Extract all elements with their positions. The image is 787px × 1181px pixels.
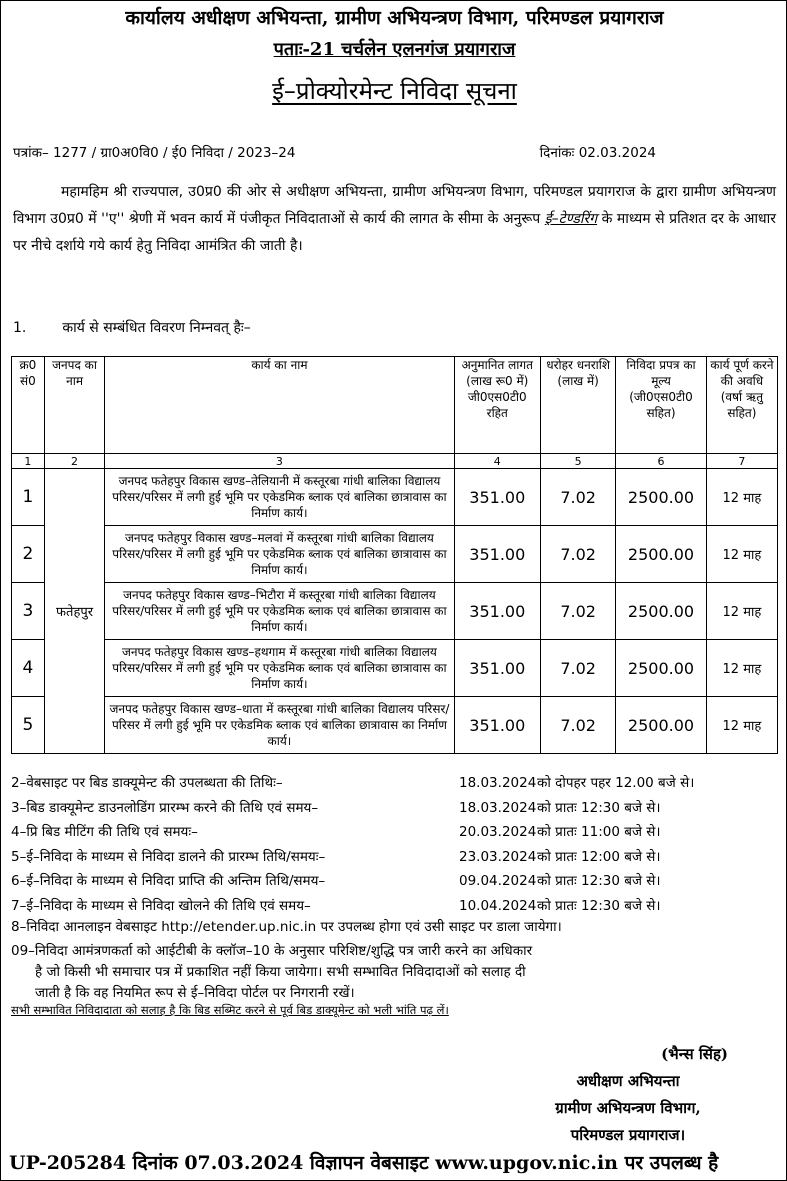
work-name: जनपद फतेहपुर विकास खण्ड–मलवां में कस्तूरबा गांधी बालिका विद्यालय परिसर/परिसर में लगी हुई भूमि पर एकेडमिक ब्लाक एवं बालिका छात्रावास का निर्माण कार्य। (105, 526, 454, 583)
district-name: फतेहपुर (44, 469, 105, 754)
point-8: 8–निविदा आनलाइन वेबसाइट http://etender.up.nic.in पर उपलब्ध होगा एवं उसी साइट पर डाला जायेगा। (11, 919, 562, 935)
estimated-cost: 351.00 (454, 697, 540, 754)
schedule-time: को प्रातः 11:00 बजे से। (537, 824, 661, 840)
table-row (12, 697, 778, 754)
advisory-note: सभी सम्भावित निविदादाता को सलाह है कि बिड सब्मिट करने से पूर्व बिड डाक्यूमेन्ट को भली भांति पढ़ लें। (11, 1003, 449, 1017)
schedule-date: 09.04.2024 (459, 873, 537, 889)
table-row (12, 583, 778, 640)
column-number-row (12, 454, 778, 469)
column-number: 3 (105, 454, 454, 469)
column-number: 4 (454, 454, 540, 469)
work-name: जनपद फतेहपुर विकास खण्ड–धाता में कस्तूरबा गांधी बालिका विद्यालय परिसर/परिसर में लगी हुई भूमि पर एकेडमिक ब्लाक एवं बालिका छात्रावास का निर्माण कार्य। (105, 697, 454, 754)
earnest-money: 7.02 (541, 583, 616, 640)
earnest-money: 7.02 (541, 526, 616, 583)
address-text: पताः-21 चर्चलेन एलनगंज प्रयागराज (273, 39, 516, 60)
completion-period: 12 माह (706, 583, 777, 640)
point-9-line: जाती है कि वह नियमित रूप से ई–निविदा पोर्टल पर निगरानी रखें। (35, 985, 355, 1001)
work-name: जनपद फतेहपुर विकास खण्ड–भिटौरा में कस्तूरबा गांधी बालिका विद्यालय परिसर/परिसर में लगी हुई भूमि पर एकेडमिक ब्लाक एवं बालिका छात्रावास का निर्माण कार्य। (105, 583, 454, 640)
signatory-designation: अधीक्षण अभियन्ता (576, 1072, 680, 1090)
schedule-item (11, 845, 781, 870)
point-9-line: 09–निविदा आमंत्रणकर्ता को आईटीबी के क्लॉज–10 के अनुसार परिशिष्ट/शुद्धि पत्र जारी करने का अधिकार (11, 943, 533, 959)
tender-fee: 2500.00 (616, 469, 707, 526)
header-serial: क्र0 सं0 (12, 357, 45, 454)
serial-number: 4 (12, 640, 45, 697)
schedule-item (11, 796, 781, 821)
point-1-text: कार्य से सम्बंधित विवरण निम्नवत् हैः– (62, 320, 251, 336)
column-number: 2 (44, 454, 105, 469)
schedule-label: 3–बिड डाक्यूमेन्ट डाउनलोडिंग प्रारम्भ करने की तिथि एवं समय– (11, 799, 319, 816)
schedule-time: को दोपहर पहर 12.00 बजे से। (537, 775, 695, 791)
signatory-name: (भैन्स सिंह) (661, 1045, 728, 1063)
schedule-date: 10.04.2024 (459, 897, 537, 914)
point-1-number: 1. (13, 320, 27, 336)
reference-number: पत्रांक– 1277 / ग्रा0अ0वि0 / ई0 निविदा / 2023–24 (13, 145, 296, 161)
schedule-label: 7–ई–निविदा के माध्यम से निविदा खोलने की तिथि एवं समय– (11, 897, 311, 914)
works-table (11, 356, 778, 754)
tender-fee: 2500.00 (616, 526, 707, 583)
schedule-label: 5–ई–निविदा के माध्यम से निविदा डालने की प्रारम्भ तिथि/समयः– (11, 848, 326, 865)
reference-line (13, 143, 776, 161)
signatory-department: ग्रामीण अभियन्त्रण विभाग, (555, 1099, 701, 1117)
estimated-cost: 351.00 (454, 526, 540, 583)
column-number: 5 (541, 454, 616, 469)
table-row (12, 469, 778, 526)
completion-period: 12 माह (706, 526, 777, 583)
estimated-cost: 351.00 (454, 583, 540, 640)
schedule-date: 18.03.2024 (459, 799, 537, 816)
earnest-money: 7.02 (541, 640, 616, 697)
intro-paragraph (13, 179, 776, 260)
reference-date: दिनांकः 02.03.2024 (539, 145, 656, 161)
column-number: 7 (706, 454, 777, 469)
notice-title (7, 74, 782, 108)
schedule-item (11, 771, 781, 796)
header-emd: धरोहर धनराशि (लाख में) (541, 357, 616, 454)
schedule-item (11, 894, 781, 919)
signature-block (498, 1041, 758, 1149)
tender-fee: 2500.00 (616, 640, 707, 697)
earnest-money: 7.02 (541, 697, 616, 754)
estimated-cost: 351.00 (454, 640, 540, 697)
signatory-circle: परिमण्डल प्रयागराज। (570, 1126, 686, 1144)
table-header-row (12, 357, 778, 454)
schedule-time: को प्रातः 12:30 बजे से। (537, 897, 661, 914)
schedule-date: 18.03.2024 (459, 775, 537, 791)
advertisement-footer: UP-205284 दिनांक 07.03.2024 विज्ञापन वेबसाइट www.upgov.nic.in पर उपलब्ध है (9, 1152, 719, 1174)
completion-period: 12 माह (706, 469, 777, 526)
tender-fee: 2500.00 (616, 697, 707, 754)
schedule-item (11, 820, 781, 845)
schedule-item (11, 869, 781, 894)
notice-title-text: ई–प्रोक्योरमेन्ट निविदा सूचना (272, 77, 517, 105)
header-cost: अनुमानित लागत (लाख रू0 में) जी0एस0टी0 रहित (454, 357, 540, 454)
serial-number: 5 (12, 697, 45, 754)
work-name: जनपद फतेहपुर विकास खण्ड–तेलियानी में कस्तूरबा गांधी बालिका विद्यालय परिसर/परिसर में लगी हुई भूमि पर एकेडमिक ब्लाक एवं बालिका छात्रावास का निर्माण कार्य। (105, 469, 454, 526)
header-fee: निविदा प्रपत्र का मूल्य (जी0एस0टी0 सहित) (616, 357, 707, 454)
serial-number: 2 (12, 526, 45, 583)
schedule-list (11, 771, 781, 918)
point-9-line: है जो किसी भी समाचार पत्र में प्रकाशित नहीं किया जायेगा। सभी सम्भावित निविदादाओं को सलाह दी (35, 964, 526, 980)
schedule-time: को प्रातः 12:30 बजे से। (537, 873, 661, 889)
header-duration: कार्य पूर्ण करने की अवधि (वर्षा ऋतु सहित) (706, 357, 777, 454)
schedule-time: को प्रातः 12:30 बजे से। (537, 799, 661, 816)
completion-period: 12 माह (706, 640, 777, 697)
tender-fee: 2500.00 (616, 583, 707, 640)
intro-text-after: के माध्यम से प्रतिशत दर के आधार पर नीचे दर्शाये गये कार्य हेतु निविदा आमंत्रित की जाती है। (13, 211, 777, 254)
schedule-label: 2–वेबसाइट पर बिड डाक्यूमेन्ट की उपलब्धता की तिथिः– (11, 775, 283, 791)
schedule-time: को प्रातः 12:00 बजे से। (537, 848, 661, 865)
completion-period: 12 माह (706, 697, 777, 754)
table-row (12, 640, 778, 697)
schedule-date: 23.03.2024 (459, 848, 537, 865)
schedule-label: 6–ई–निविदा के माध्यम से निविदा प्राप्ति की अन्तिम तिथि/समय– (11, 873, 326, 889)
schedule-date: 20.03.2024 (459, 824, 537, 840)
column-number: 6 (616, 454, 707, 469)
serial-number: 3 (12, 583, 45, 640)
schedule-label: 4–प्रि बिड मीटिंग की तिथि एवं समयः– (11, 824, 198, 840)
intro-emphasis: ई–टेण्डरिंग (544, 211, 598, 227)
earnest-money: 7.02 (541, 469, 616, 526)
office-address (7, 38, 782, 62)
work-name: जनपद फतेहपुर विकास खण्ड–हथगाम में कस्तूरबा गांधी बालिका विद्यालय परिसर/परिसर में लगी हुई भूमि पर एकेडमिक ब्लाक एवं बालिका छात्रावास का निर्माण कार्य। (105, 640, 454, 697)
office-heading: कार्यालय अधीक्षण अभियन्ता, ग्रामीण अभियन्त्रण विभाग, परिमण्डल प्रयागराज (125, 7, 664, 29)
point-9 (11, 941, 776, 1004)
header-district: जनपद का नाम (44, 357, 105, 454)
header-work-name: कार्य का नाम (105, 357, 454, 454)
intro-text-before: महामहिम श्री राज्यपाल, उ0प्र0 की ओर से अधीक्षण अभियन्ता, ग्रामीण अभियन्त्रण विभाग, परिमण्डल प्रयागराज के द्वारा ग्रामीण अभियन्त्रण विभाग उ0प्र0 में ''ए'' श्रेणी में भवन कार्य में पंजीकृत निविदाताओं से कार्य की लागत के सीमा के अनुरूप (13, 184, 776, 227)
point-1 (13, 318, 251, 337)
table-row (12, 526, 778, 583)
serial-number: 1 (12, 469, 45, 526)
estimated-cost: 351.00 (454, 469, 540, 526)
column-number: 1 (12, 454, 45, 469)
